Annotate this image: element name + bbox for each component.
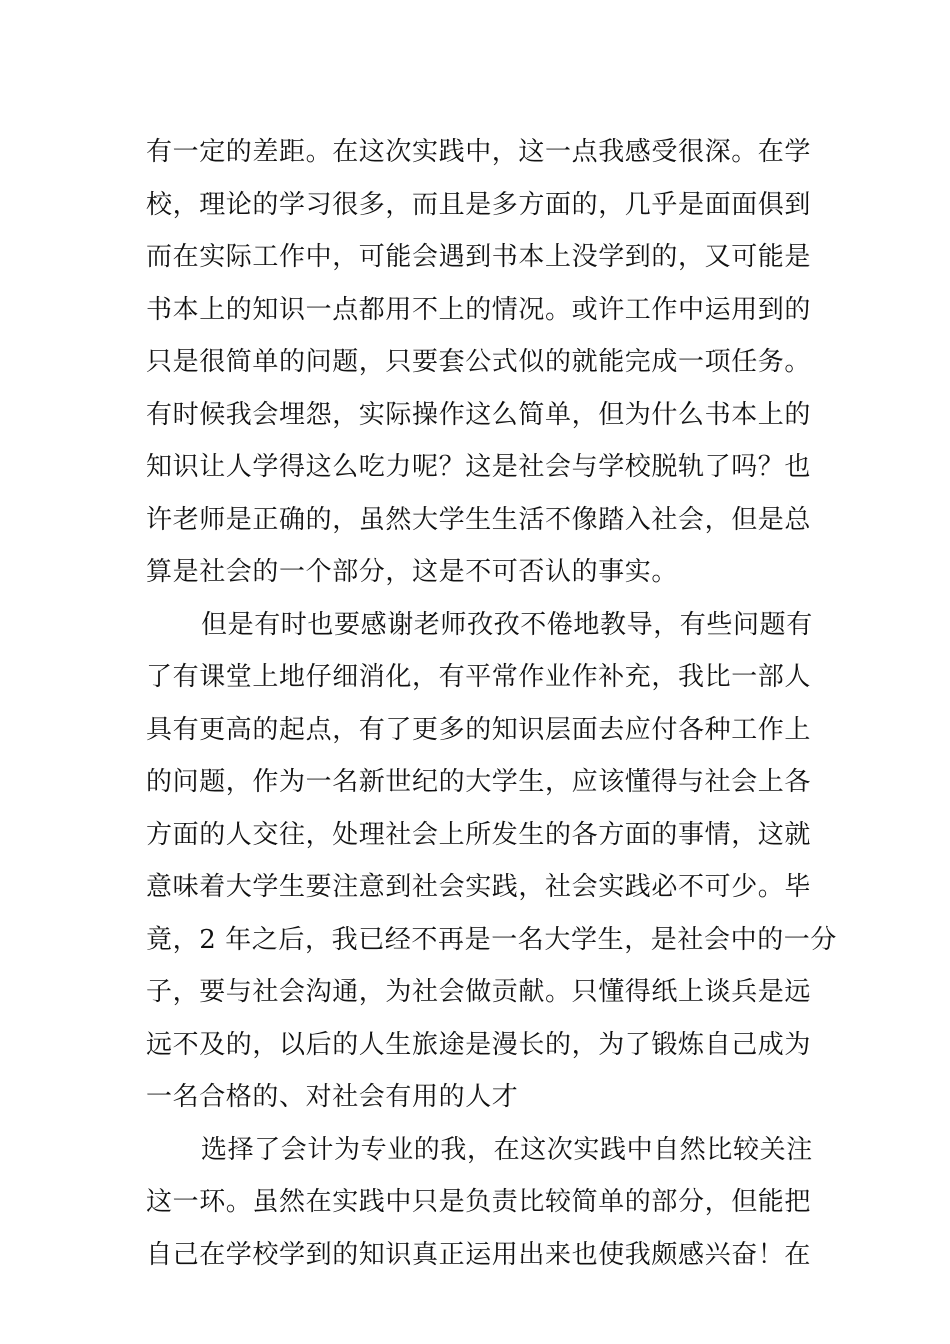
text-line: 自己在学校学到的知识真正运用出来也使我颇感兴奋！在 [146,1239,812,1270]
text-line: 一名合格的、对社会有用的人才 [146,1082,519,1112]
text-line: 这一环。虽然在实践中只是负责比较简单的部分，但能把 [146,1187,812,1217]
text-line: 知识让人学得这么吃力呢？这是社会与学校脱轨了吗？也 [146,452,812,482]
body-text [146,126,838,1281]
text-line: 算是社会的一个部分，这是不可否认的事实。 [146,557,679,587]
text-line: 子，要与社会沟通，为社会做贡献。只懂得纸上谈兵是远 [146,977,812,1007]
text-line: 意味着大学生要注意到社会实践，社会实践必不可少。毕 [146,872,812,902]
text-line: 了有课堂上地仔细消化，有平常作业作补充，我比一部人 [146,662,812,692]
text-line: 而在实际工作中，可能会遇到书本上没学到的，又可能是 [146,242,812,272]
text-line: 具有更高的起点，有了更多的知识层面去应付各种工作上 [146,714,812,745]
text-line: 方面的人交往，处理社会上所发生的各方面的事情，这就 [146,819,812,850]
paragraph-first-line: 但是有时也要感谢老师孜孜不倦地教导，有些问题有 [201,609,813,640]
text-line: 竟，2 年之后，我已经不再是一名大学生，是社会中的一分 [146,924,838,955]
text-line: 远不及的，以后的人生旅途是漫长的，为了锻炼自己成为 [146,1029,812,1060]
text-line: 的问题，作为一名新世纪的大学生，应该懂得与社会上各 [146,767,812,797]
text-line: 有时候我会埋怨，实际操作这么简单，但为什么书本上的 [146,399,812,430]
text-line: 书本上的知识一点都用不上的情况。或许工作中运用到的 [146,294,812,325]
text-line: 只是很简单的问题，只要套公式似的就能完成一项任务。 [146,347,812,377]
text-line: 校，理论的学习很多，而且是多方面的，几乎是面面俱到 [146,189,812,220]
text-line: 有一定的差距。在这次实践中，这一点我感受很深。在学 [146,137,812,167]
text-line: 许老师是正确的，虽然大学生生活不像踏入社会，但是总 [146,504,812,535]
paragraph-first-line: 选择了会计为专业的我，在这次实践中自然比较关注 [201,1134,813,1165]
